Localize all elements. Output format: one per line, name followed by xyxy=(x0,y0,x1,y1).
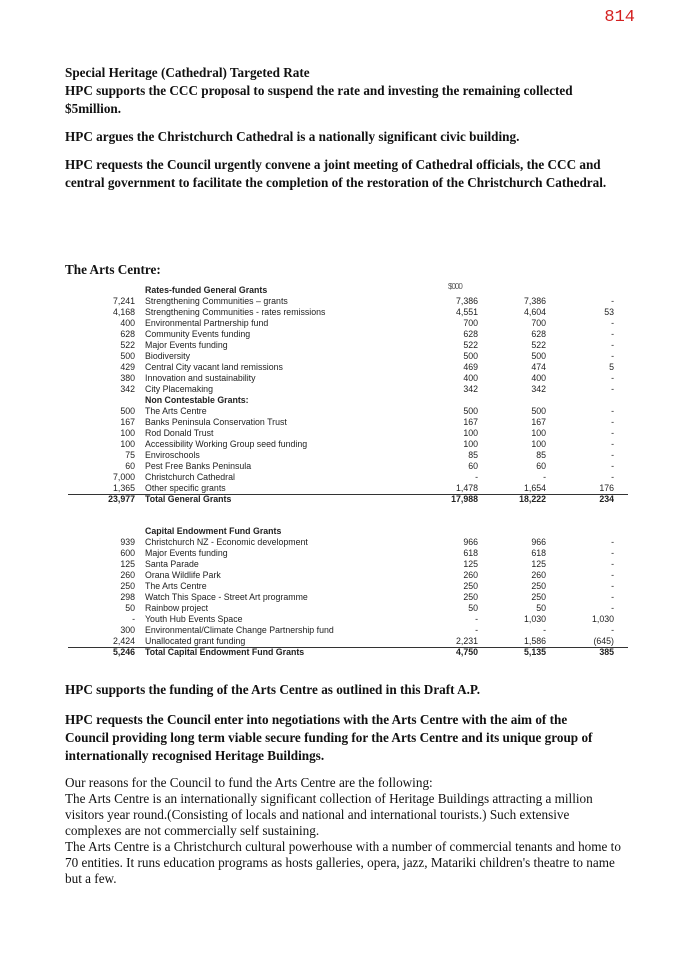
general-grants-table xyxy=(60,282,620,505)
year1-value: - xyxy=(475,625,478,635)
year2-value: 100 xyxy=(531,439,546,449)
prev-year-value: 5,246 xyxy=(112,647,135,657)
subsection-title: Non Contestable Grants: xyxy=(145,395,249,405)
prev-year-value: 75 xyxy=(125,450,135,460)
prev-year-value: 125 xyxy=(120,559,135,569)
year2-value: 1,586 xyxy=(523,636,546,646)
year1-value: 469 xyxy=(463,362,478,372)
variance-value: - xyxy=(611,406,614,416)
year2-value: 167 xyxy=(531,417,546,427)
variance-value: 53 xyxy=(604,307,614,317)
table-row xyxy=(60,296,620,307)
year2-value: 400 xyxy=(531,373,546,383)
grant-name: The Arts Centre xyxy=(145,406,207,416)
grant-name: Central City vacant land remissions xyxy=(145,362,283,372)
total-row xyxy=(60,494,620,505)
prev-year-value: 298 xyxy=(120,592,135,602)
table-row xyxy=(60,614,620,625)
grant-name: Major Events funding xyxy=(145,548,228,558)
grant-name: Rod Donald Trust xyxy=(145,428,214,438)
grant-name: Major Events funding xyxy=(145,340,228,350)
variance-value: - xyxy=(611,581,614,591)
grant-name: Rainbow project xyxy=(145,603,209,613)
variance-value: 1,030 xyxy=(591,614,614,624)
table-row xyxy=(60,483,620,494)
variance-value: 5 xyxy=(609,362,614,372)
year2-value: 250 xyxy=(531,581,546,591)
year1-value: 85 xyxy=(468,450,478,460)
variance-value: - xyxy=(611,559,614,569)
table-row xyxy=(60,461,620,472)
year1-value: 1,478 xyxy=(455,483,478,493)
prev-year-value: 23,977 xyxy=(108,494,135,504)
variance-value: - xyxy=(611,548,614,558)
variance-value: - xyxy=(611,537,614,547)
variance-value: 385 xyxy=(599,647,614,657)
year1-value: 522 xyxy=(463,340,478,350)
year2-value: 500 xyxy=(531,406,546,416)
year2-value: 85 xyxy=(536,450,546,460)
general-total-row xyxy=(60,494,620,505)
page-number: 814 xyxy=(604,8,635,27)
arts-support-p1: HPC supports the funding of the Arts Centre as outlined in this Draft A.P. xyxy=(65,682,481,697)
variance-value: - xyxy=(611,351,614,361)
year1-value: 60 xyxy=(468,461,478,471)
grant-name: Pest Free Banks Peninsula xyxy=(145,461,252,471)
prev-year-value: 260 xyxy=(120,570,135,580)
prev-year-value: 100 xyxy=(120,439,135,449)
year1-value: 260 xyxy=(463,570,478,580)
year2-value: 50 xyxy=(536,603,546,613)
variance-value: - xyxy=(611,296,614,306)
year1-value: 7,386 xyxy=(455,296,478,306)
grant-name: Strengthening Communities – grants xyxy=(145,296,288,306)
year2-value: 18,222 xyxy=(519,494,546,504)
year2-value: 4,604 xyxy=(523,307,546,317)
capital-rows xyxy=(60,537,620,647)
table-row xyxy=(60,439,620,450)
variance-value: - xyxy=(611,417,614,427)
table-row xyxy=(60,625,620,636)
year2-value: 125 xyxy=(531,559,546,569)
year1-value: 966 xyxy=(463,537,478,547)
year2-value: 966 xyxy=(531,537,546,547)
table-row xyxy=(60,570,620,581)
prev-year-value: 167 xyxy=(120,417,135,427)
reasons-p2: The Arts Centre is a Christchurch cultural powerhouse with a number of commercial tenants and home to 70 entities. It runs education programs as hosts galleries, opera, jazz, Matariki children's theatre to name but a few. xyxy=(65,839,621,886)
grant-name: Biodiversity xyxy=(145,351,190,361)
prev-year-value: 250 xyxy=(120,581,135,591)
variance-value: - xyxy=(611,625,614,635)
table-row xyxy=(60,384,620,395)
table-row xyxy=(60,581,620,592)
year2-value: - xyxy=(543,625,546,635)
table-row xyxy=(60,362,620,373)
year1-value: 500 xyxy=(463,406,478,416)
heritage-p2: HPC argues the Christchurch Cathedral is a nationally significant civic building. xyxy=(65,129,520,144)
total-row xyxy=(60,647,620,658)
grant-name: Other specific grants xyxy=(145,483,226,493)
table-row xyxy=(60,307,620,318)
year1-value: - xyxy=(475,472,478,482)
variance-value: - xyxy=(611,461,614,471)
grant-name: Community Events funding xyxy=(145,329,251,339)
capital-grants-table xyxy=(60,526,620,658)
table-row xyxy=(60,548,620,559)
prev-year-value: 100 xyxy=(120,428,135,438)
year2-value: 500 xyxy=(531,351,546,361)
grant-name: Enviroschools xyxy=(145,450,200,460)
year1-value: 400 xyxy=(463,373,478,383)
grant-name: Orana Wildlife Park xyxy=(145,570,221,580)
year1-value: 700 xyxy=(463,318,478,328)
prev-year-value: 2,424 xyxy=(112,636,135,646)
prev-year-value: 4,168 xyxy=(112,307,135,317)
general-grants-title xyxy=(60,285,620,296)
year1-value: 250 xyxy=(463,581,478,591)
table-row xyxy=(60,592,620,603)
variance-value: - xyxy=(611,428,614,438)
year2-value: 1,654 xyxy=(523,483,546,493)
total-rule xyxy=(68,494,620,495)
year2-value: 628 xyxy=(531,329,546,339)
year1-value: 167 xyxy=(463,417,478,427)
arts-support-p2: HPC requests the Council enter into negotiations with the Arts Centre with the aim of the Council providing long term viable secure funding for the Arts Centre and its unique group of internationally recognised Heritage Buildings. xyxy=(65,712,593,763)
prev-year-value: 600 xyxy=(120,548,135,558)
year1-value: 2,231 xyxy=(455,636,478,646)
variance-value: - xyxy=(611,439,614,449)
grant-name: Santa Parade xyxy=(145,559,199,569)
grant-name: Banks Peninsula Conservation Trust xyxy=(145,417,287,427)
year1-value: 4,551 xyxy=(455,307,478,317)
prev-year-value: 7,000 xyxy=(112,472,135,482)
year1-value: 17,988 xyxy=(451,494,478,504)
heritage-title: Special Heritage (Cathedral) Targeted Rate xyxy=(65,65,310,80)
table-row xyxy=(60,351,620,362)
grant-name: Christchurch NZ - Economic development xyxy=(145,537,308,547)
grant-name: Watch This Space - Street Art programme xyxy=(145,592,308,602)
grant-name: Youth Hub Events Space xyxy=(145,614,243,624)
prev-year-value: 60 xyxy=(125,461,135,471)
grant-name: Unallocated grant funding xyxy=(145,636,246,646)
year2-value: - xyxy=(543,472,546,482)
variance-value: - xyxy=(611,373,614,383)
heritage-section xyxy=(65,64,610,192)
grant-name: Strengthening Communities - rates remissions xyxy=(145,307,326,317)
variance-value: - xyxy=(611,570,614,580)
table-row xyxy=(60,417,620,428)
variance-value: (645) xyxy=(593,636,614,646)
year2-value: 260 xyxy=(531,570,546,580)
table-row xyxy=(60,450,620,461)
prev-year-value: 400 xyxy=(120,318,135,328)
variance-value: - xyxy=(611,329,614,339)
year2-value: 700 xyxy=(531,318,546,328)
total-rule xyxy=(68,647,620,648)
prev-year-value: 1,365 xyxy=(112,483,135,493)
year2-value: 474 xyxy=(531,362,546,372)
prev-year-value: - xyxy=(132,614,135,624)
prev-year-value: 500 xyxy=(120,406,135,416)
prev-year-value: 628 xyxy=(120,329,135,339)
year1-value: 618 xyxy=(463,548,478,558)
grant-name: Total General Grants xyxy=(145,494,232,504)
year2-value: 60 xyxy=(536,461,546,471)
grant-name: Accessibility Working Group seed funding xyxy=(145,439,308,449)
year2-value: 1,030 xyxy=(523,614,546,624)
year1-value: 342 xyxy=(463,384,478,394)
grant-name: Total Capital Endowment Fund Grants xyxy=(145,647,305,657)
table-row xyxy=(60,318,620,329)
arts-support xyxy=(65,681,610,765)
grant-name: Environmental/Climate Change Partnership fund xyxy=(145,625,334,635)
year2-value: 342 xyxy=(531,384,546,394)
reasons-intro: Our reasons for the Council to fund the Arts Centre are the following: xyxy=(65,775,433,790)
heritage-p1: HPC supports the CCC proposal to suspend the rate and investing the remaining collected $5million. xyxy=(65,83,573,116)
table-row xyxy=(60,472,620,483)
year2-value: 7,386 xyxy=(523,296,546,306)
prev-year-value: 300 xyxy=(120,625,135,635)
variance-value: - xyxy=(611,592,614,602)
variance-value: 176 xyxy=(599,483,614,493)
year1-value: 100 xyxy=(463,439,478,449)
prev-year-value: 380 xyxy=(120,373,135,383)
variance-value: - xyxy=(611,318,614,328)
year2-value: 5,135 xyxy=(523,647,546,657)
grant-name: Christchurch Cathedral xyxy=(145,472,235,482)
grant-name: City Placemaking xyxy=(145,384,213,394)
reasons-section xyxy=(65,775,625,887)
year2-value: 522 xyxy=(531,340,546,350)
year2-value: 100 xyxy=(531,428,546,438)
prev-year-value: 50 xyxy=(125,603,135,613)
table-row xyxy=(60,406,620,417)
variance-value: 234 xyxy=(599,494,614,504)
year2-value: 250 xyxy=(531,592,546,602)
arts-heading: The Arts Centre: xyxy=(65,262,161,277)
prev-year-value: 939 xyxy=(120,537,135,547)
column-marker: $000 xyxy=(448,282,462,291)
table-row xyxy=(60,373,620,384)
year1-value: 4,750 xyxy=(455,647,478,657)
year1-value: 100 xyxy=(463,428,478,438)
year1-value: 50 xyxy=(468,603,478,613)
variance-value: - xyxy=(611,450,614,460)
prev-year-value: 7,241 xyxy=(112,296,135,306)
grant-name: Environmental Partnership fund xyxy=(145,318,269,328)
general-rows xyxy=(60,296,620,395)
table-row xyxy=(60,559,620,570)
table-row xyxy=(60,636,620,647)
year1-value: - xyxy=(475,614,478,624)
non-contestable-title xyxy=(60,395,620,406)
variance-value: - xyxy=(611,472,614,482)
section-title: Rates-funded General Grants xyxy=(145,285,268,295)
grant-name: The Arts Centre xyxy=(145,581,207,591)
capital-grants-title xyxy=(60,526,620,537)
table-row xyxy=(60,603,620,614)
table-row xyxy=(60,537,620,548)
year2-value: 618 xyxy=(531,548,546,558)
year1-value: 250 xyxy=(463,592,478,602)
prev-year-value: 522 xyxy=(120,340,135,350)
variance-value: - xyxy=(611,340,614,350)
heritage-p3: HPC requests the Council urgently convene a joint meeting of Cathedral officials, the CCC and central government to facilitate the completion of the restoration of the Christchurch Cathedral. xyxy=(65,157,607,190)
variance-value: - xyxy=(611,603,614,613)
non-contestable-rows xyxy=(60,406,620,494)
table-row xyxy=(60,329,620,340)
table-row xyxy=(60,340,620,351)
prev-year-value: 342 xyxy=(120,384,135,394)
prev-year-value: 429 xyxy=(120,362,135,372)
table-row xyxy=(60,428,620,439)
capital-total-row xyxy=(60,647,620,658)
year1-value: 628 xyxy=(463,329,478,339)
reasons-p1: The Arts Centre is an internationally significant collection of Heritage Buildings attracting a million visitors year round.(Consisting of locals and national and international tourists.) Such extensive complexes are not commercially self sustaining. xyxy=(65,791,593,838)
prev-year-value: 500 xyxy=(120,351,135,361)
variance-value: - xyxy=(611,384,614,394)
section-title: Capital Endowment Fund Grants xyxy=(145,526,282,536)
grant-name: Innovation and sustainability xyxy=(145,373,256,383)
year1-value: 125 xyxy=(463,559,478,569)
year1-value: 500 xyxy=(463,351,478,361)
